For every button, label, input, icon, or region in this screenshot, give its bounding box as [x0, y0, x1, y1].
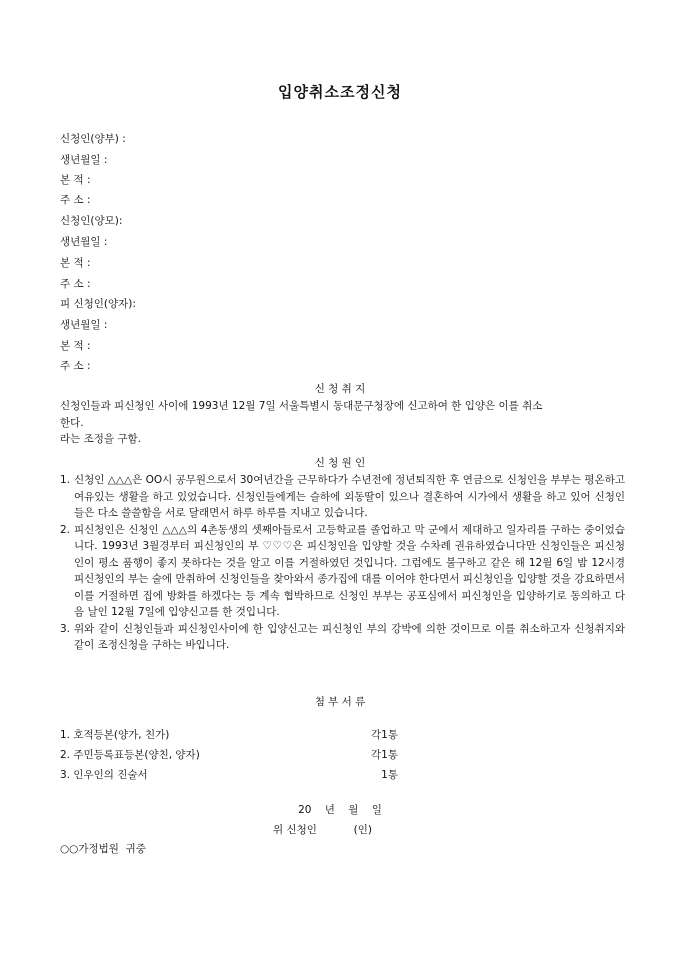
- reason-number: 3.: [60, 622, 71, 635]
- reason-text: 피신청인은 신청인 △△△의 4촌동생의 셋째아들로서 고등학교를 졸업하고 막 군에서 제대하고 일자리를 구하는 중이었습니다. 1993년 3월경부터 피신청인의 부 ♡♡♡은 피신청인을 입양할 것을 수차례 권유하였습니다만 신청인들은 피신청인이 평소 품행이 좋지 못하다는 것을 알고 이를 거절하였던 것입니다. 그럼에도 불구하고 같은 해 12월 6일 밤 12시경 피신청인의 부는 술에 만취하여 신청인들을 찾아와서 종가집에 대를 이어야 한다면서 피신청인을 입양할 것을 강요하면서 이를 거절하면 집에 방화를 하겠다는 등 계속 협박하므로 신청인 부부는 공포심에서 피신청인을 입양하기로 동의하고 다음 날인 12월 7일에 입양신고를 한 것입니다.: [74, 523, 625, 618]
- domicile-label: 본 적 :: [60, 174, 91, 186]
- applicant-father-label: 신청인(양부) :: [60, 133, 126, 145]
- attachment-quantity: 각1통: [371, 729, 398, 741]
- respondent-adoptee-label: 피 신청인(양자):: [60, 298, 136, 310]
- birthdate-label: 생년월일 :: [60, 236, 108, 248]
- signature-line: 위 신청인 (인): [273, 824, 372, 836]
- reason-item: [60, 472, 625, 522]
- birthdate-label: 생년월일 :: [60, 319, 108, 331]
- reason-number: 2.: [60, 523, 71, 536]
- applicant-mother-label: 신청인(양모):: [60, 215, 123, 227]
- reason-number: 1.: [60, 474, 71, 486]
- date-line: 20 년 월 일: [298, 804, 382, 816]
- attachment-name: 2. 주민등록표등본(양친, 양자): [60, 749, 200, 761]
- document-title: 입양취소조정신청: [278, 83, 402, 101]
- purpose-line: 신청인들과 피신청인 사이에 1993년 12월 7일 서울특별시 동대문구청장에 신고하여 한 입양은 이를 취소: [60, 400, 543, 412]
- address-label: 주 소 :: [60, 194, 91, 206]
- purpose-line: 한다.: [60, 416, 84, 429]
- domicile-label: 본 적 :: [60, 340, 91, 352]
- purpose-section: [60, 398, 625, 448]
- attachment-name: 1. 호적등본(양가, 친가): [60, 729, 170, 741]
- birthdate-label: 생년월일 :: [60, 154, 108, 166]
- attachments-heading: 첨 부 서 류: [314, 696, 366, 708]
- purpose-line: 라는 조정을 구함.: [60, 433, 142, 445]
- reasons-list: [60, 472, 625, 654]
- reason-text: 위와 같이 신청인들과 피신청인사이에 한 입양신고는 피신청인 부의 강박에 의한 것이므로 이를 취소하고자 신청취지와 같이 조정신청을 구하는 바입니다.: [74, 622, 625, 651]
- attachment-quantity: 1통: [381, 769, 398, 781]
- reason-item: [60, 621, 625, 654]
- reason-text: 신청인 △△△은 OO시 공무원으로서 30여년간을 근무하다가 수년전에 정년퇴직한 후 연금으로 신청인을 부부는 평온하고 여유있는 생활을 하고 있었습니다. 신청인들에게는 슬하에 외동딸이 있으나 결혼하여 시가에서 생활을 하고 있어 신청인들은 다소 쓸쓸함을 서로 달래면서 하루 하루를 지내고 있습니다.: [74, 474, 625, 519]
- attachment-quantity: 각1통: [371, 749, 398, 761]
- attachment-name: 3. 인우인의 진술서: [60, 769, 148, 781]
- address-label: 주 소 :: [60, 278, 91, 290]
- purpose-heading: 신 청 취 지: [314, 383, 366, 395]
- court-addressee: ○○가정법원 귀중: [60, 843, 146, 855]
- reason-item: [60, 522, 625, 621]
- reasons-heading: 신 청 원 인: [314, 457, 366, 469]
- address-label: 주 소 :: [60, 360, 91, 372]
- domicile-label: 본 적 :: [60, 257, 91, 269]
